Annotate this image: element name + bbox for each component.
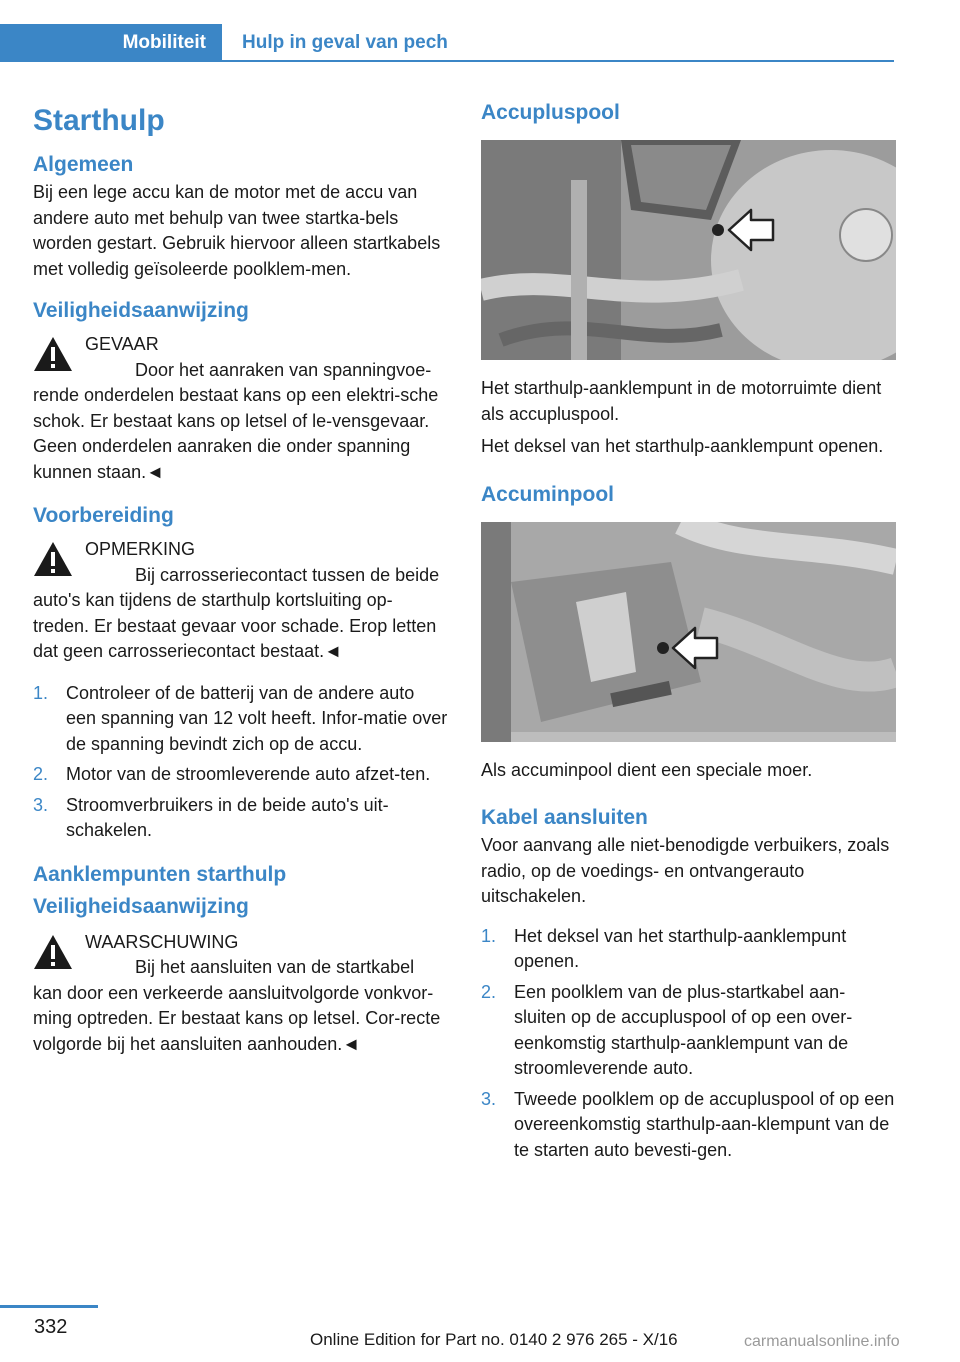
warning-triangle-icon — [33, 336, 73, 372]
connect-text: Voor aanvang alle niet-benodigde verbuikers, zoals radio, op de voedings- en ontvangerauto uitschakelen. — [481, 835, 890, 906]
footer-rule — [0, 1305, 98, 1308]
step-text: Motor van de stroomleverende auto afzet-ten. — [66, 764, 431, 784]
list-item — [481, 1087, 896, 1164]
warning-title: GEVAAR — [85, 334, 159, 354]
left-column — [33, 98, 448, 1073]
subsection-tab[interactable]: Hulp in geval van pech — [242, 32, 448, 53]
plus-text-1: Het starthulp-aanklempunt in de motorruimte dient als accupluspool. — [481, 378, 882, 424]
warning-box-caution — [33, 930, 448, 1058]
general-heading: Algemeen — [33, 153, 134, 176]
step-number: 3. — [481, 1088, 497, 1109]
minus-text: Als accuminpool dient een speciale moer. — [481, 759, 813, 780]
warning-text-rest: rende onderdelen bestaat kans op een elektri-sche schok. Er bestaat kans op letsel of le-vensgevaar. Geen onderdelen aanraken die onder spanning kunnen staan.◄ — [33, 385, 439, 482]
step-number: 1. — [33, 682, 49, 703]
warning-triangle-icon — [33, 934, 73, 970]
safety-heading: Veiligheidsaanwijzing — [33, 299, 249, 322]
warning-box-danger — [33, 332, 448, 485]
warning-text-first: Door het aanraken van spanningvoe- — [135, 359, 432, 380]
warning-text — [33, 563, 448, 665]
section-tab[interactable]: Mobiliteit — [0, 24, 222, 62]
connect-heading: Kabel aansluiten — [481, 806, 648, 829]
warning-text-rest: door een verkeerde aansluitvolgorde vonkvor-ming optreden. Er bestaat kans op letsel. Cor-recte volgorde bij het aansluiten aanhouden.◄ — [33, 982, 441, 1054]
warning-text-first: Bij carrosseriecontact tussen de beide — [135, 564, 440, 585]
warning-text-first: Bij het aansluiten van de startkabel kan — [33, 957, 415, 1003]
warning-title: WAARSCHUWING — [85, 931, 239, 952]
step-number: 3. — [33, 794, 49, 815]
step-text: Controleer of de batterij van de andere auto een spanning van 12 volt heeft. Infor-matie over de spanning bevindt zich op de accu. — [66, 682, 448, 754]
plus-heading: Accupluspool — [481, 101, 620, 124]
clamp-heading: Aanklempunten starthulp — [33, 862, 287, 886]
page-number: 332 — [34, 1316, 68, 1338]
prep-steps — [33, 681, 448, 844]
warning-box-notice — [33, 537, 448, 665]
warning-text-rest: auto's kan tijdens de starthulp kortsluiting op-treden. Er bestaat gevaar voor schade. Erop letten dat geen carrosseriecontact bestaat.◄ — [33, 590, 437, 661]
warning-title: OPMERKING — [85, 539, 196, 559]
edition-note: Online Edition for Part no. 0140 2 976 265 - X/16 — [310, 1330, 678, 1349]
clamp-safety-heading: Veiligheidsaanwijzing — [33, 894, 249, 918]
warning-text — [33, 358, 448, 486]
prep-heading: Voorbereiding — [33, 504, 174, 527]
list-item — [481, 924, 896, 975]
minus-heading: Accuminpool — [481, 482, 615, 506]
connect-steps — [481, 924, 896, 1164]
list-item — [33, 681, 448, 758]
general-text: Bij een lege accu kan de motor met de accu van andere auto met behulp van twee startka-bels worden gestart. Gebruik hiervoor alleen startkabels met volledig geïsoleerde poolklem-men. — [33, 182, 441, 279]
step-text: Een poolklem van de plus-startkabel aan-sluiten op de accupluspool of op een over-eenkomstig starthulp-aanklempunt van de stroomleverende auto. — [514, 981, 853, 1078]
step-text: Stroomverbruikers in de beide auto's uit-schakelen. — [66, 794, 389, 840]
right-column — [481, 98, 896, 1179]
warning-text — [33, 955, 448, 1057]
list-item — [33, 793, 448, 844]
step-text: Tweede poolklem op de accupluspool of op een overeenkomstig starthulp-aan-klempunt van de te starten auto bevesti-gen. — [514, 1088, 895, 1160]
watermark: carmanualsonline.info — [744, 1333, 900, 1350]
engine-plus-terminal-photo — [481, 140, 896, 360]
header-rule — [222, 60, 894, 62]
step-number: 2. — [33, 764, 49, 784]
step-number: 1. — [481, 925, 497, 946]
page-header — [0, 24, 448, 62]
plus-text-2: Het deksel van het starthulp-aanklempunt openen. — [481, 436, 884, 456]
page-title: Starthulp — [33, 104, 165, 137]
warning-triangle-icon — [33, 541, 73, 577]
step-number: 2. — [481, 981, 497, 1002]
engine-minus-terminal-photo — [481, 522, 896, 742]
list-item — [33, 762, 448, 788]
step-text: Het deksel van het starthulp-aanklempunt openen. — [514, 925, 847, 971]
list-item — [481, 980, 896, 1082]
